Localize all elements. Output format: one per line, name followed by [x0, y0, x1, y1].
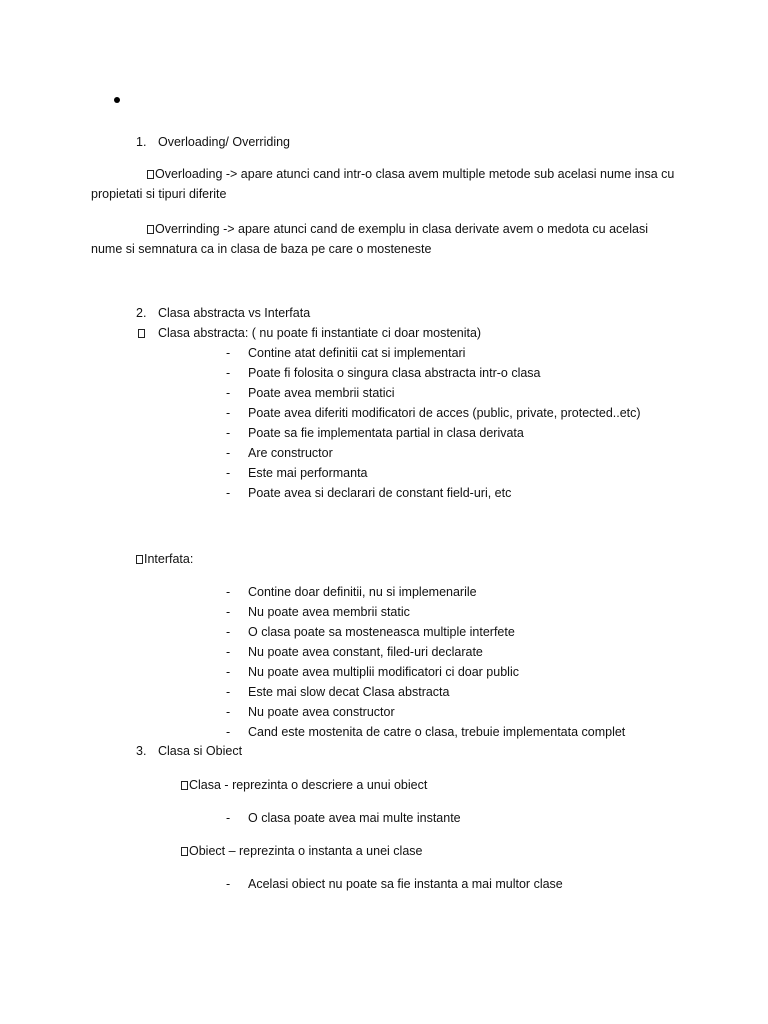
section-3-number: 3.: [136, 744, 147, 758]
list-dash: -: [226, 366, 231, 380]
missing-glyph-icon: [181, 781, 188, 790]
list-dash: -: [226, 811, 231, 825]
list-item: Contine doar definitii, nu si implemenarile: [248, 585, 477, 599]
list-item: Poate avea membrii statici: [248, 386, 395, 400]
list-item: Poate sa fie implementata partial in clasa derivata: [248, 426, 524, 440]
list-dash: -: [226, 406, 231, 420]
list-dash: -: [226, 685, 231, 699]
list-dash: -: [226, 386, 231, 400]
list-item: Cand este mostenita de catre o clasa, trebuie implementata complet: [248, 725, 626, 739]
section-1-number: 1.: [136, 135, 147, 149]
section-1-title: Overloading/ Overriding: [158, 135, 291, 149]
list-dash: -: [226, 446, 231, 460]
list-dash: -: [226, 705, 231, 719]
list-item: Este mai performanta: [248, 466, 368, 480]
abstract-bullet-icon: [138, 325, 145, 341]
list-dash: -: [226, 725, 231, 739]
list-item: Poate fi folosita o singura clasa abstracta intr-o clasa: [248, 366, 541, 380]
list-item: Acelasi obiect nu poate sa fie instanta a mai multor clase: [248, 877, 563, 891]
missing-glyph-icon: [147, 225, 154, 234]
section-2-number: 2.: [136, 306, 147, 320]
section-2-title: Clasa abstracta vs Interfata: [158, 306, 311, 320]
list-dash: -: [226, 466, 231, 480]
list-item: Contine atat definitii cat si implementari: [248, 346, 466, 360]
list-dash: -: [226, 585, 231, 599]
list-dash: -: [226, 877, 231, 891]
list-dash: -: [226, 645, 231, 659]
missing-glyph-icon: [136, 555, 143, 564]
obiect-heading: Obiect – reprezinta o instanta a unei clase: [181, 843, 422, 859]
missing-glyph-icon: [181, 847, 188, 856]
overriding-paragraph: Overrinding -> apare atunci cand de exemplu in clasa derivate avem o medota cu acelasi nume si semnatura ca in clasa de baza pe care o mosteneste: [91, 222, 648, 256]
list-dash: -: [226, 346, 231, 360]
list-dash: -: [226, 665, 231, 679]
list-item: Poate avea si declarari de constant field-uri, etc: [248, 486, 512, 500]
list-item: Este mai slow decat Clasa abstracta: [248, 685, 450, 699]
bullet-dot-icon: [114, 97, 120, 103]
list-item: Nu poate avea constant, filed-uri declarate: [248, 645, 483, 659]
list-dash: -: [226, 605, 231, 619]
list-item: Nu poate avea multiplii modificatori ci doar public: [248, 665, 519, 679]
list-dash: -: [226, 426, 231, 440]
overloading-paragraph: Overloading -> apare atunci cand intr-o clasa avem multiple metode sub acelasi nume insa cu propietati si tipuri diferite: [91, 167, 675, 201]
list-item: O clasa poate sa mosteneasca multiple interfete: [248, 625, 515, 639]
section-3-title: Clasa si Obiect: [158, 744, 243, 758]
list-item: Poate avea diferiti modificatori de acces (public, private, protected..etc): [248, 406, 641, 420]
list-item: Nu poate avea constructor: [248, 705, 395, 719]
list-dash: -: [226, 486, 231, 500]
list-item: O clasa poate avea mai multe instante: [248, 811, 461, 825]
list-dash: -: [226, 625, 231, 639]
list-item: Are constructor: [248, 446, 333, 460]
clasa-heading: Clasa - reprezinta o descriere a unui obiect: [181, 777, 427, 793]
abstract-heading: Clasa abstracta: ( nu poate fi instantiate ci doar mostenita): [158, 326, 482, 340]
interface-heading: Interfata:: [136, 551, 193, 567]
list-item: Nu poate avea membrii static: [248, 605, 410, 619]
missing-glyph-icon: [147, 170, 154, 179]
